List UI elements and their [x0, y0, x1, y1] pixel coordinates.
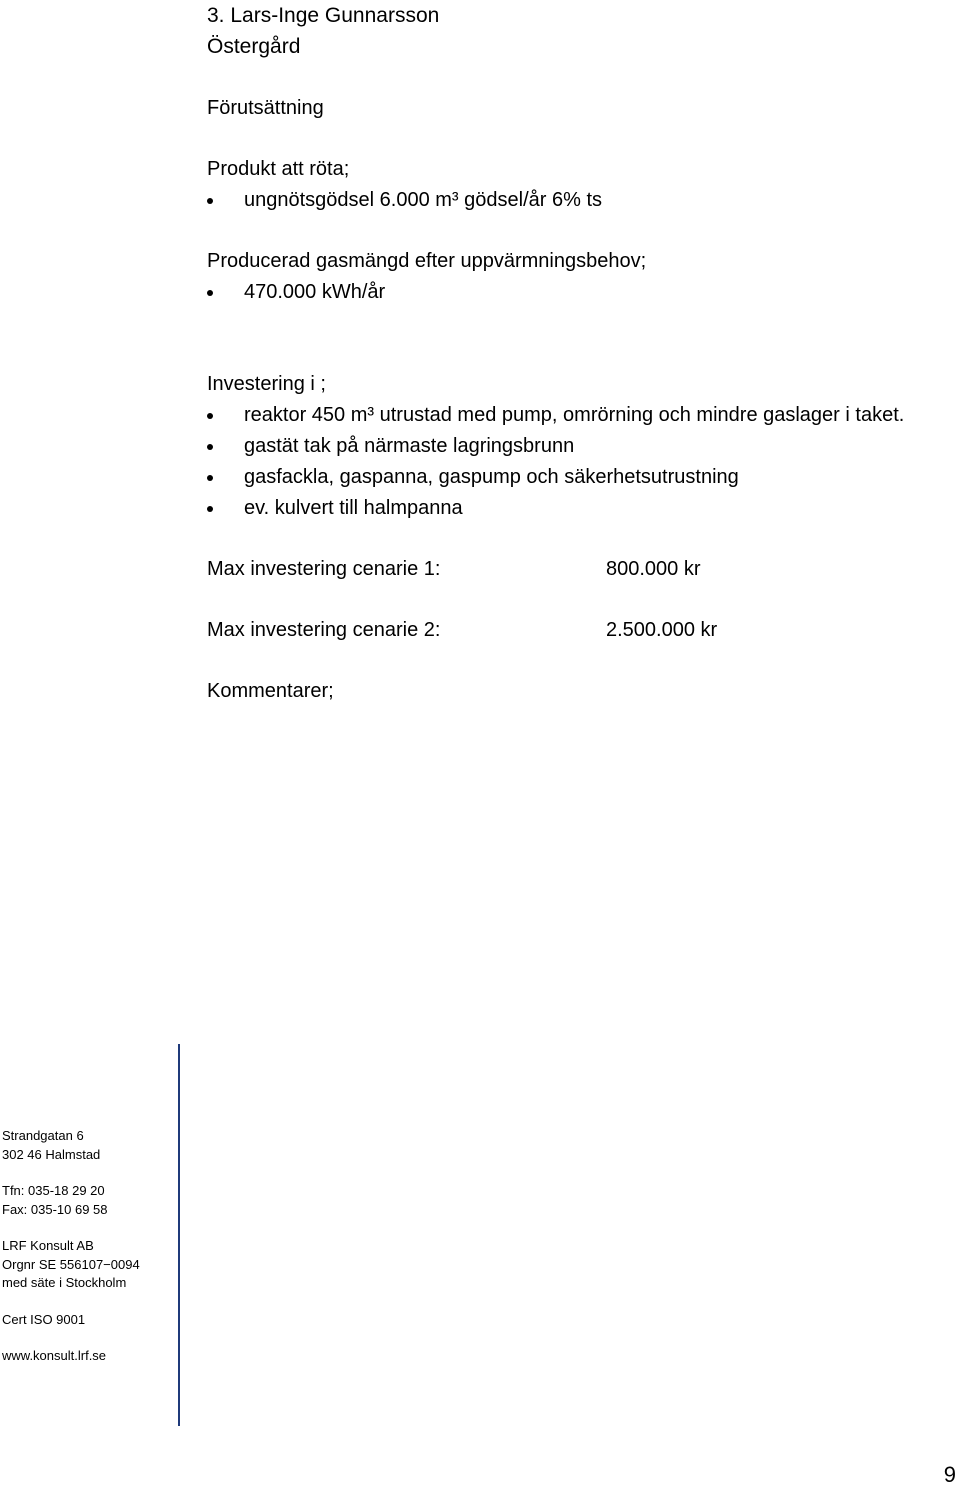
list-item-text: gasfackla, gaspanna, gaspump och säkerhetsutrustning	[244, 466, 739, 488]
prerequisites-heading: Förutsättning	[207, 97, 324, 119]
footer-address	[2, 1127, 140, 1164]
bullet-icon	[207, 413, 213, 419]
phone-number: Tfn: 035-18 29 20	[2, 1183, 105, 1198]
comments-label: Kommentarer;	[207, 680, 334, 702]
list-item	[207, 400, 952, 431]
gas-section	[207, 246, 952, 308]
list-item	[207, 277, 952, 308]
certification: Cert ISO 9001	[2, 1311, 86, 1327]
product-section	[207, 154, 952, 216]
scenario-value: 2.500.000 kr	[606, 619, 718, 641]
company-name: LRF Konsult AB	[2, 1238, 94, 1253]
list-item	[207, 462, 952, 493]
page-number: 9	[943, 1462, 956, 1487]
footer-contact	[2, 1182, 140, 1219]
list-item-text: gastät tak på närmaste lagringsbrunn	[244, 435, 575, 457]
gas-list	[207, 277, 952, 308]
list-item-text: 470.000 kWh/år	[244, 281, 386, 303]
scenario-value: 800.000 kr	[606, 558, 701, 580]
company-seat: med säte i Stockholm	[2, 1275, 127, 1290]
list-item	[207, 431, 952, 462]
section-subtitle: Östergård	[207, 35, 301, 58]
footer-divider-line	[178, 1044, 180, 1426]
investment-scenario-2	[207, 615, 952, 646]
scenario-label: Max investering cenarie 2:	[207, 619, 441, 641]
list-item	[207, 493, 952, 524]
bullet-icon	[207, 198, 213, 204]
bullet-icon	[207, 444, 213, 450]
document-body	[207, 0, 952, 707]
bullet-icon	[207, 475, 213, 481]
investment-label: Investering i ;	[207, 373, 326, 395]
product-list	[207, 185, 952, 216]
list-item-text: ev. kulvert till halmpanna	[244, 497, 463, 519]
footer	[2, 1127, 140, 1366]
list-item-text: ungnötsgödsel 6.000 m³ gödsel/år 6% ts	[244, 189, 602, 211]
list-item	[207, 185, 952, 216]
footer-cert	[2, 1311, 140, 1330]
address-city: 302 46 Halmstad	[2, 1146, 101, 1162]
website-link[interactable]: www.konsult.lrf.se	[2, 1348, 107, 1363]
product-label: Produkt att röta;	[207, 158, 350, 180]
fax-number: Fax: 035-10 69 58	[2, 1201, 108, 1217]
investment-scenario-1	[207, 554, 952, 585]
scenario-label: Max investering cenarie 1:	[207, 558, 441, 580]
list-item-text: reaktor 450 m³ utrustad med pump, omrörning och mindre gaslager i taket.	[244, 404, 905, 426]
address-street: Strandgatan 6	[2, 1128, 84, 1143]
gas-label: Producerad gasmängd efter uppvärmningsbehov;	[207, 250, 647, 272]
footer-company	[2, 1237, 140, 1293]
investment-section	[207, 369, 952, 524]
section-title: 3. Lars-Inge Gunnarsson	[207, 4, 440, 27]
bullet-icon	[207, 506, 213, 512]
org-number: Orgnr SE 556107−0094	[2, 1256, 140, 1272]
bullet-icon	[207, 290, 213, 296]
investment-list	[207, 400, 952, 524]
